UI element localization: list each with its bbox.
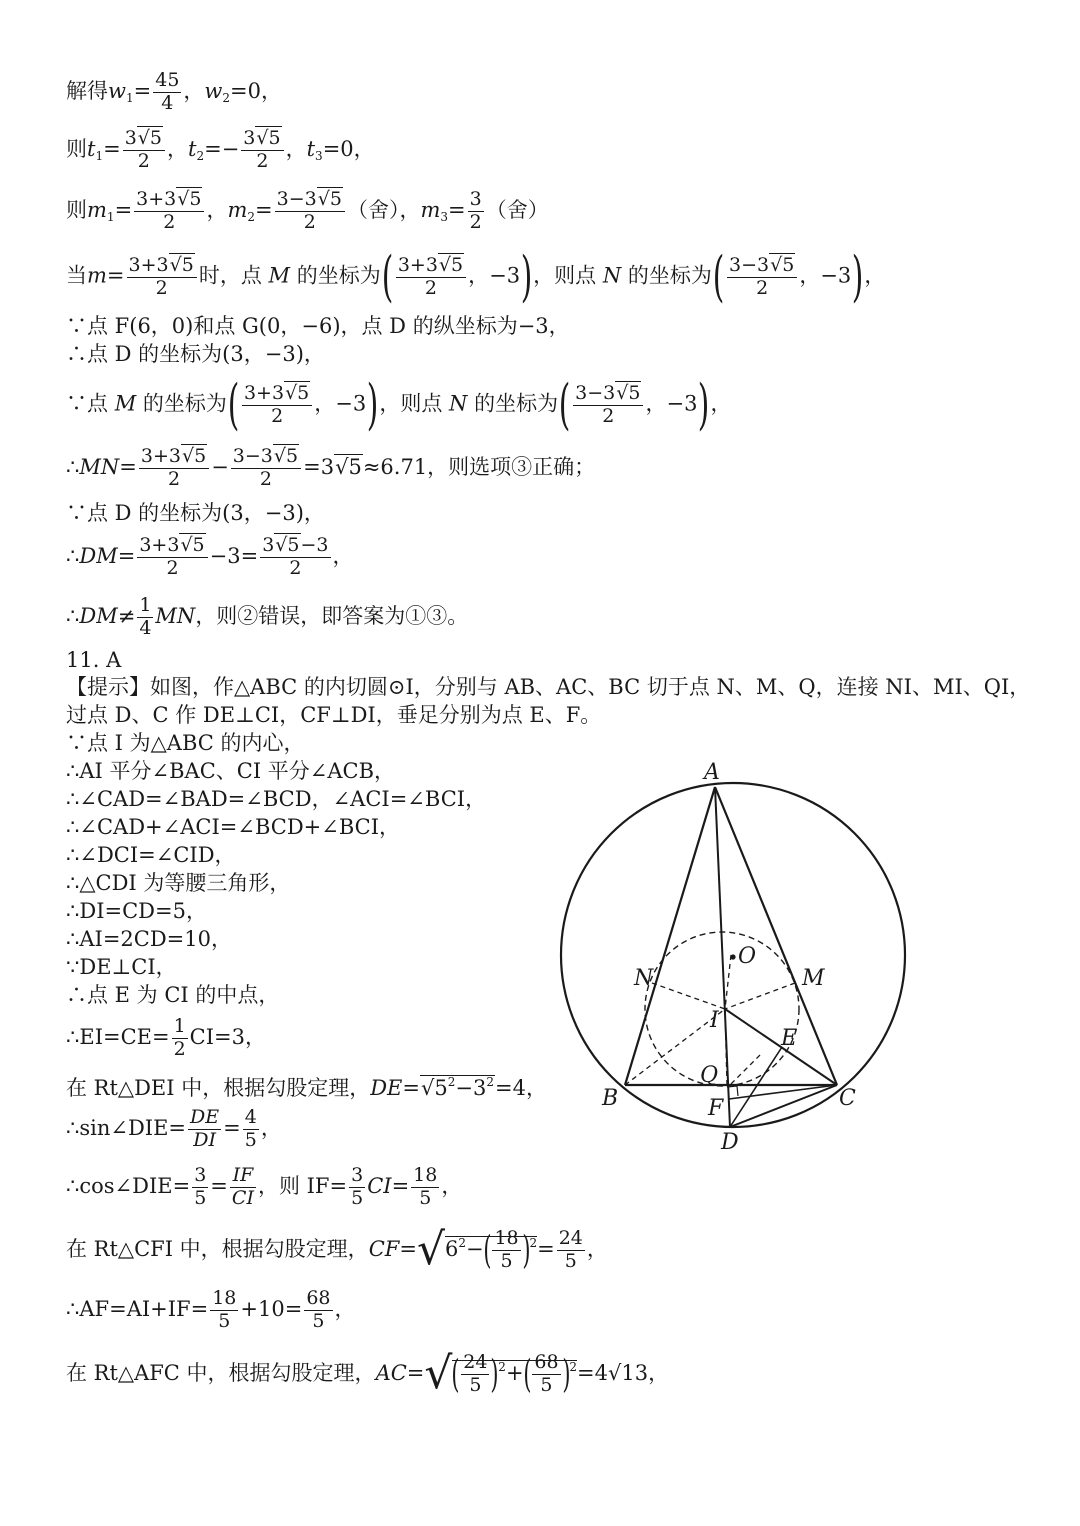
label-d: D: [721, 1130, 739, 1155]
line-dm: ∴DM= $\frac{3+3√5}{2}$ −3= $\frac{3√5-3}{2}$ ，: [66, 534, 354, 579]
segment-mi: [725, 983, 795, 1009]
center-o-dot: [730, 954, 735, 959]
text: 解得: [66, 78, 108, 103]
text: ，则点: [533, 263, 597, 288]
hint-line-1: 【提示】如图，作△ABC 的内切圆⊙I，分别与 AB、AC、BC 切于点 N、M、Q，连接 NI、MI、QI，: [66, 675, 1031, 699]
text: =4√13，: [577, 1360, 670, 1385]
label-n: N: [634, 966, 654, 991]
segment-di: [730, 1055, 760, 1085]
step-9: ∵DE⊥CI，: [66, 955, 177, 979]
label-b: B: [602, 1086, 619, 1111]
text: 在 Rt△CFI 中，根据勾股定理，: [66, 1236, 369, 1261]
text: （舍）: [485, 197, 549, 222]
text: 时，点: [198, 263, 262, 288]
text: ，则②错误，即答案为①③。: [195, 603, 469, 628]
text: +10=: [240, 1296, 303, 1321]
step-12: 在 Rt△DEI 中，根据勾股定理，$DE=√5^2-3^2=4$，: [66, 1075, 547, 1100]
label-a: A: [704, 760, 720, 785]
text: ∴sin∠DIE=: [66, 1115, 187, 1140]
line-points-fg: ∵点 F(6，0)和点 G(0，−6)，点 D 的纵坐标为−3，: [66, 314, 570, 338]
text: 则: [66, 136, 87, 161]
label-o: O: [738, 944, 757, 969]
label-e: E: [781, 1026, 798, 1051]
label-c: C: [839, 1086, 856, 1111]
label-q: Q: [700, 1063, 719, 1088]
step-5: ∴∠DCI=∠CID，: [66, 843, 236, 867]
text: 的坐标为: [142, 391, 227, 416]
geometry-figure: [555, 755, 915, 1155]
line-when-m: 当m= $\frac{3+3√5}{2}$ 时，点 M 的坐标为( $\frac{3+3√5}{2}$ ，−3)，则点 N 的坐标为( $\frac{3-3√5}{2}$ ，−3)，: [66, 245, 886, 308]
text: ∴cos∠DIE=: [66, 1173, 191, 1198]
line-m-n-coords: ∵点 M 的坐标为( $\frac{3+3√5}{2}$ ，−3)，则点 N 的坐标为( $\frac{3-3√5}{2}$ ，−3)，: [66, 373, 732, 436]
text: =4，: [495, 1076, 547, 1100]
step-6: ∴△CDI 为等腰三角形，: [66, 871, 291, 895]
text: （舍）: [346, 197, 400, 222]
line-d-coord: ∵点 D 的坐标为(3，−3)，: [66, 501, 325, 525]
line-t-solutions: 则$t_1=$ $\frac{3√5}{2}$ ，$t_2=-$ $\frac{3√5}{2}$ ，$t_3=0$，: [66, 127, 375, 172]
label-m: M: [802, 966, 825, 991]
step-1: ∵点 I 为△ABC 的内心，: [66, 731, 305, 755]
step-2: ∴AI 平分∠BAC、CI 平分∠ACB，: [66, 759, 396, 783]
line-m-solutions: 则$m_1=$ $\frac{3+3√5}{2}$ ，$m_2=$ $\frac{3-3√5}{2}$ （舍），$m_3=$ $\frac{3}{2}$ （舍）: [66, 188, 549, 233]
step-3: ∴∠CAD=∠BAD=∠BCD，∠ACI=∠BCI，: [66, 787, 487, 811]
text: 在 Rt△DEI 中，根据勾股定理，: [66, 1076, 371, 1100]
question-11-answer: 11. A: [66, 648, 122, 672]
segment-ac: [715, 787, 837, 1085]
text: ∴: [66, 454, 80, 479]
label-i: I: [710, 1008, 719, 1033]
text: 在 Rt△AFC 中，根据勾股定理，: [66, 1360, 376, 1385]
text: ∴: [66, 543, 80, 568]
step-16: ∴AF=AI+IF= $\frac{18}{5}$ +10= $\frac{68}{5}$ ，: [66, 1287, 356, 1332]
text: ≈6.71，则选项③正确；: [362, 454, 596, 479]
line-w-solutions: 解得$w_1=$ $\frac{45}{4}$ ，$w_2=0$，: [66, 69, 283, 114]
text: ∵点: [66, 391, 108, 416]
segment-de: [730, 1047, 782, 1127]
segment-ab: [625, 787, 715, 1085]
hint-line-2: 过点 D、C 作 DE⊥CI，CF⊥DI，垂足分别为点 E、F。: [66, 703, 602, 727]
step-10: ∴点 E 为 CI 的中点，: [66, 983, 280, 1007]
segment-ni: [652, 983, 725, 1009]
text: ∴AF=AI+IF=: [66, 1296, 209, 1321]
step-8: ∴AI=2CD=10，: [66, 927, 233, 951]
step-11: ∴EI=CE= $\frac{1}{2}$ CI=3，: [66, 1015, 266, 1060]
text: ，则点: [379, 391, 443, 416]
line-mn: ∴MN= $\frac{3+3√5}{2}$ − $\frac{3-3√5}{2}$ =3√5≈6.71，则选项③正确；: [66, 445, 596, 490]
text: 当: [66, 263, 87, 288]
text: ∴EI=CE=: [66, 1024, 170, 1049]
step-7: ∴DI=CD=5，: [66, 899, 207, 923]
step-4: ∴∠CAD+∠ACI=∠BCD+∠BCI，: [66, 815, 401, 839]
text: ，则 IF=: [257, 1173, 348, 1198]
text: 的坐标为: [627, 263, 712, 288]
line-point-d: ∴点 D 的坐标为(3，−3)，: [66, 342, 325, 366]
segment-oi: [725, 955, 731, 1009]
step-13: ∴sin∠DIE= $\frac{DE}{DI}$ = $\frac{4}{5}$ ，: [66, 1106, 282, 1151]
step-17: 在 Rt△AFC 中，根据勾股定理，AC=√( $\frac{24}{5}$ )$^2$+( $\frac{68}{5}$ )$^2$=4√13，: [66, 1348, 670, 1400]
step-15: 在 Rt△CFI 中，根据勾股定理，$CF=√6^2-$( $\frac{18}{5}$ )$^2$= $\frac{24}{5}$ ，: [66, 1224, 608, 1276]
step-14: ∴cos∠DIE= $\frac{3}{5}$ = $\frac{IF}{CI}$ ，则 IF= $\frac{3}{5}$ CI= $\frac{18}{5}$ ，: [66, 1164, 463, 1209]
text: 的坐标为: [296, 263, 381, 288]
text: 则: [66, 197, 87, 222]
text: 的坐标为: [474, 391, 559, 416]
text: CI=3，: [189, 1024, 266, 1049]
text: ∴: [66, 603, 80, 628]
label-f: F: [708, 1096, 724, 1121]
line-dm-neq: ∴DM≠ $\frac{1}{4}$ MN，则②错误，即答案为①③。: [66, 594, 469, 639]
